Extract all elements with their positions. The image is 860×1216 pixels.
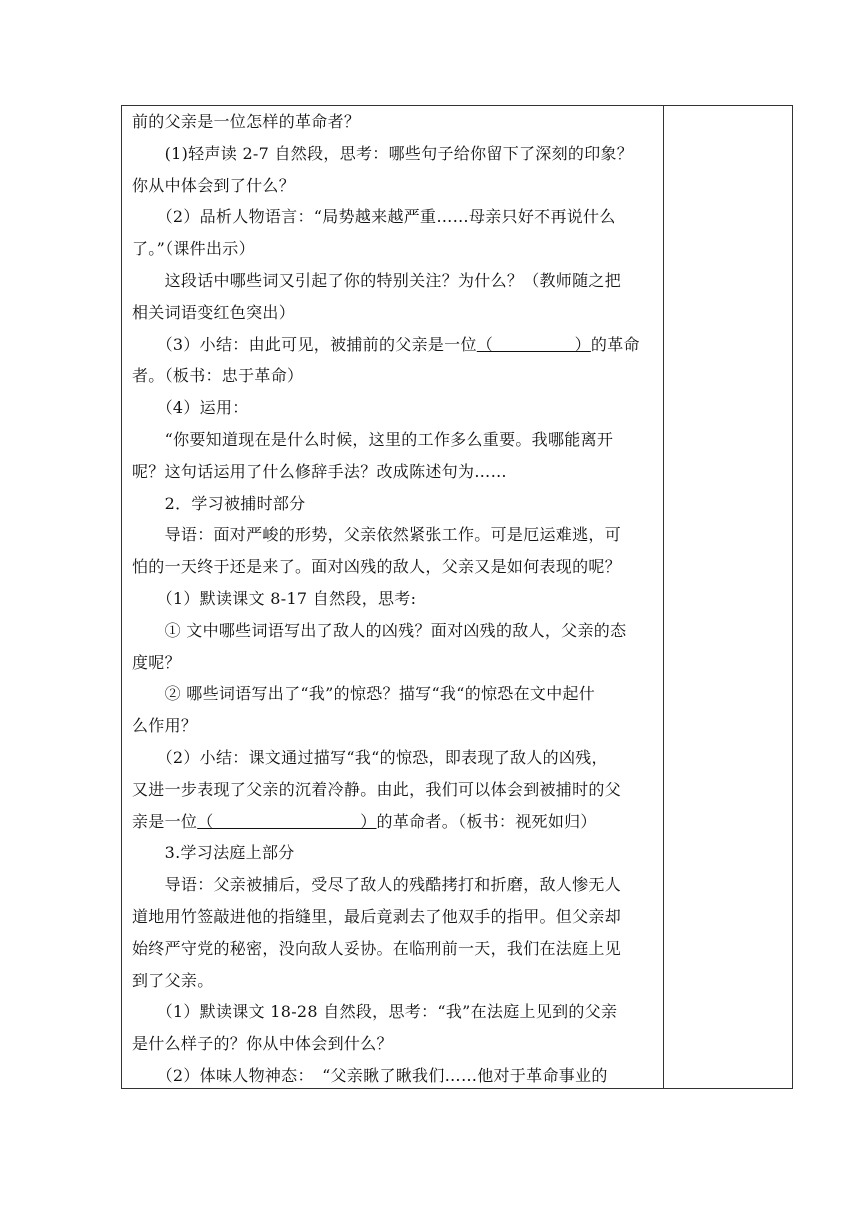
text-line: （4）运用： [132, 398, 249, 418]
blank1-blank: （ ） [476, 334, 591, 354]
lesson-table [121, 105, 793, 1089]
blank2-after: 的革命者。（板书：视死如归） [376, 811, 597, 831]
text-line: 度呢？ [132, 652, 181, 672]
text-line: 到了父亲。 [132, 970, 214, 990]
text-line: （2）品析人物语言：“局势越来越严重……母亲只好不再说什么 [132, 207, 616, 227]
text-line: 又进一步表现了父亲的沉着冷静。由此，我们可以体会到被捕时的父 [132, 779, 622, 799]
blank2-before: 亲是一位 [132, 811, 198, 831]
blank2-line [132, 806, 658, 838]
text-line: 你从中体会到了什么？ [132, 175, 296, 195]
text-line: 3.学习法庭上部分 [132, 843, 295, 863]
text-line: 这段话中哪些词又引起了你的特别关注？为什么？（教师随之把 [132, 270, 622, 290]
blank1-line [132, 329, 658, 361]
text-line: （2）小结：课文通过描写“我“的惊恐，即表现了敌人的凶残， [132, 747, 608, 767]
blank1-after: 的革命 [590, 334, 640, 354]
text-line: 道地用竹签敲进他的指缝里，最后竟剥去了他双手的指甲。但父亲却 [132, 906, 622, 926]
text-line: 者。（板书：忠于革命） [132, 366, 304, 386]
text-line: 始终严守党的秘密，没向敌人妥协。在临刑前一天，我们在法庭上见 [132, 938, 622, 958]
blank1-before: （3）小结：由此可见，被捕前的父亲是一位 [132, 334, 477, 354]
column-divider [663, 106, 664, 1088]
text-line: 是什么样子的？你从中体会到什么？ [132, 1034, 393, 1054]
text-line: 导语：面对严峻的形势，父亲依然紧张工作。可是厄运难逃，可 [132, 525, 622, 545]
text-line: （1）默读课文 8-17 自然段，思考: [132, 588, 417, 608]
text-line: “你要知道现在是什么时候，这里的工作多么重要。我哪能离开 [132, 429, 614, 449]
lesson-content [132, 106, 658, 1092]
text-line: 导语：父亲被捕后，受尽了敌人的残酷拷打和折磨，敌人惨无人 [132, 875, 622, 895]
text-line: （2）体味人物神态： “父亲瞅了瞅我们……他对于革命事业的 [132, 1065, 608, 1085]
text-line: 怕的一天终于还是来了。面对凶残的敌人，父亲又是如何表现的呢？ [132, 557, 622, 577]
text-line: （1）默读课文 18-28 自然段，思考：“我”在法庭上见到的父亲 [132, 1002, 618, 1022]
text-line: 么作用？ [132, 716, 198, 736]
text-line: 相关词语变红色突出） [132, 302, 296, 322]
text-line: 了。”（课件出示） [132, 239, 255, 259]
text-line: ② 哪些词语写出了“我”的惊恐？描写“我“的惊恐在文中起什 [132, 684, 596, 704]
text-line: ① 文中哪些词语写出了敌人的凶残？面对凶残的敌人，父亲的态 [132, 620, 627, 640]
text-line: 前的父亲是一位怎样的革命者？ [132, 112, 361, 131]
blank2-blank: （ ） [197, 811, 377, 831]
text-line: (1)轻声读 2-7 自然段，思考：哪些句子给你留下了深刻的印象？ [132, 143, 634, 163]
text-line: 2．学习被捕时部分 [132, 493, 306, 513]
text-line: 呢？这句话运用了什么修辞手法？改成陈述句为…… [132, 461, 507, 481]
